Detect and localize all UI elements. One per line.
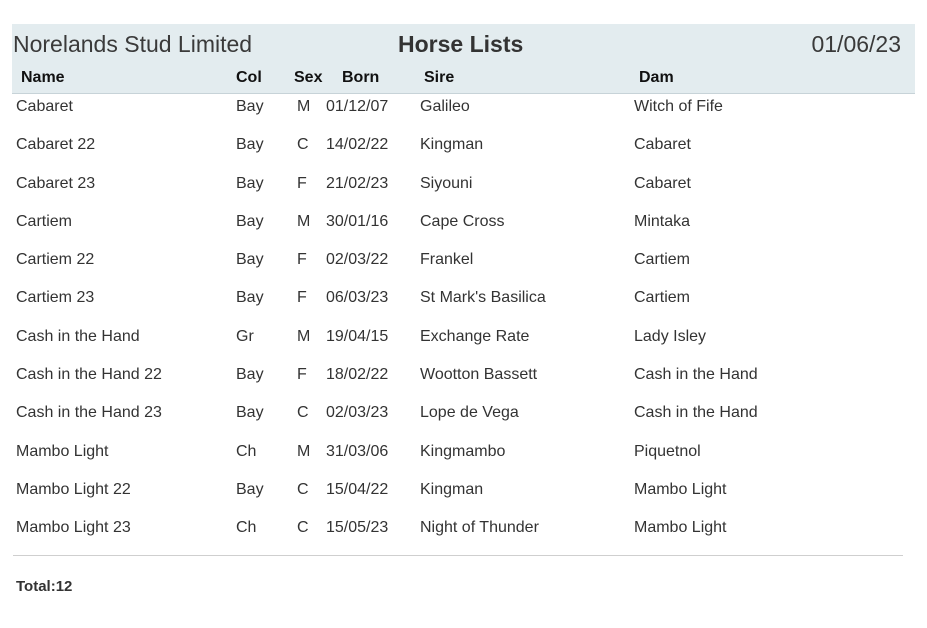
cell-col: Gr: [236, 327, 254, 345]
cell-born: 15/05/23: [326, 519, 389, 537]
cell-col: Bay: [236, 480, 264, 498]
cell-sire: Wootton Bassett: [420, 366, 538, 384]
table-row: [0, 356, 927, 394]
cell-born: 31/03/06: [326, 442, 389, 460]
cell-sire: Exchange Rate: [420, 327, 530, 345]
total-value: 12: [55, 578, 73, 595]
table-row: [0, 165, 927, 203]
cell-name: Cabaret 22: [16, 136, 96, 154]
cell-sex: M: [297, 327, 311, 345]
column-header-col: Col: [236, 69, 262, 86]
cell-dam: Cartiem: [634, 251, 691, 269]
column-header-sex: Sex: [294, 69, 323, 86]
cell-dam: Mintaka: [634, 212, 691, 230]
cell-sire: St Mark's Basilica: [420, 289, 546, 307]
cell-col: Bay: [236, 289, 264, 307]
cell-name: Cartiem: [16, 212, 73, 230]
cell-col: Bay: [236, 174, 264, 192]
cell-sex: C: [297, 404, 309, 422]
cell-col: Bay: [236, 366, 264, 384]
report-header: [12, 24, 915, 94]
cell-sire: Kingmambo: [420, 442, 506, 460]
cell-born: 21/02/23: [326, 174, 389, 192]
cell-col: Bay: [236, 251, 264, 269]
column-header-born: Born: [342, 69, 380, 86]
cell-born: 02/03/22: [326, 251, 389, 269]
table-row: [0, 318, 927, 356]
table-row: [0, 433, 927, 471]
column-header-name: Name: [21, 69, 65, 86]
cell-born: 30/01/16: [326, 212, 389, 230]
cell-born: 06/03/23: [326, 289, 389, 307]
cell-sex: F: [297, 366, 307, 384]
cell-sire: Siyouni: [420, 174, 473, 192]
cell-sex: M: [297, 442, 311, 460]
cell-name: Cabaret 23: [16, 174, 96, 192]
cell-dam: Mambo Light: [634, 480, 727, 498]
cell-sex: M: [297, 212, 311, 230]
table-row: [0, 509, 927, 547]
cell-born: 01/12/07: [326, 98, 389, 115]
cell-name: Mambo Light 23: [16, 519, 131, 537]
column-header-dam: Dam: [639, 69, 674, 86]
cell-dam: Cash in the Hand: [634, 404, 758, 422]
table-row: [0, 126, 927, 164]
cell-born: 15/04/22: [326, 480, 389, 498]
cell-sex: F: [297, 251, 307, 269]
cell-name: Cash in the Hand 22: [16, 366, 162, 384]
table-row: [0, 279, 927, 317]
cell-sex: F: [297, 289, 307, 307]
cell-dam: Mambo Light: [634, 519, 727, 537]
total-label: Total:: [16, 578, 56, 595]
cell-sex: C: [297, 480, 309, 498]
cell-dam: Cabaret: [634, 136, 691, 154]
cell-col: Ch: [236, 442, 257, 460]
cell-name: Mambo Light 22: [16, 480, 131, 498]
cell-born: 02/03/23: [326, 404, 389, 422]
cell-name: Cash in the Hand: [16, 327, 140, 345]
cell-dam: Witch of Fife: [634, 98, 723, 115]
cell-name: Cash in the Hand 23: [16, 404, 162, 422]
column-header-sire: Sire: [424, 69, 455, 86]
cell-dam: Cash in the Hand: [634, 366, 758, 384]
cell-dam: Lady Isley: [634, 327, 707, 345]
cell-col: Bay: [236, 404, 264, 422]
cell-col: Ch: [236, 519, 257, 537]
cell-dam: Piquetnol: [634, 442, 701, 460]
report-title: Horse Lists: [398, 31, 524, 57]
table-row: [0, 241, 927, 279]
cell-sex: C: [297, 136, 309, 154]
cell-sex: C: [297, 519, 309, 537]
cell-sire: Lope de Vega: [420, 404, 519, 422]
table-row: [0, 88, 927, 126]
cell-col: Bay: [236, 136, 264, 154]
table-row: [0, 203, 927, 241]
table-row: [0, 471, 927, 509]
cell-sire: Night of Thunder: [420, 519, 539, 537]
footer-divider: [13, 555, 903, 556]
cell-sire: Frankel: [420, 251, 474, 269]
cell-col: Bay: [236, 212, 264, 230]
total-count: [16, 578, 72, 595]
cell-name: Cabaret: [16, 98, 73, 115]
cell-col: Bay: [236, 98, 264, 115]
cell-sex: F: [297, 174, 307, 192]
cell-dam: Cabaret: [634, 174, 691, 192]
horse-list: [0, 88, 927, 548]
cell-sire: Kingman: [420, 480, 484, 498]
cell-sire: Kingman: [420, 136, 484, 154]
cell-name: Cartiem 23: [16, 289, 95, 307]
cell-born: 14/02/22: [326, 136, 389, 154]
cell-sire: Cape Cross: [420, 212, 505, 230]
cell-born: 18/02/22: [326, 366, 389, 384]
cell-name: Cartiem 22: [16, 251, 95, 269]
cell-dam: Cartiem: [634, 289, 691, 307]
cell-name: Mambo Light: [16, 442, 109, 460]
cell-sex: M: [297, 98, 311, 115]
cell-born: 19/04/15: [326, 327, 389, 345]
cell-sire: Galileo: [420, 98, 470, 115]
company-name: Norelands Stud Limited: [13, 31, 253, 57]
table-row: [0, 394, 927, 432]
report-date: 01/06/23: [811, 31, 901, 57]
